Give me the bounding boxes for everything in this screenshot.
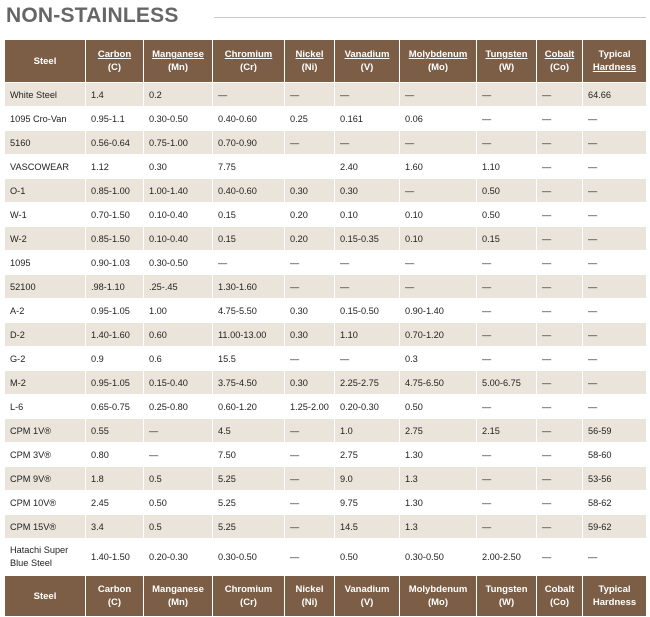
cell-tungsten: 5.00-6.75	[477, 371, 537, 395]
cell-vanadium: —	[335, 251, 400, 275]
cell-vanadium: 2.75	[335, 443, 400, 467]
cell-vanadium: 1.10	[335, 323, 400, 347]
heading-divider	[214, 17, 646, 18]
cell-molybdenum: —	[400, 83, 477, 107]
cell-manganese: 0.6	[144, 347, 213, 371]
cell-vanadium: —	[335, 131, 400, 155]
cell-hardness: —	[583, 395, 647, 419]
cell-hardness: —	[583, 323, 647, 347]
cell-cobalt: —	[537, 419, 583, 443]
cell-hardness: —	[583, 251, 647, 275]
footer-header-molybdenum: Molybdenum (Mo)	[400, 576, 477, 617]
cell-molybdenum: 0.70-1.20	[400, 323, 477, 347]
cell-vanadium: 9.75	[335, 491, 400, 515]
cell-nickel: —	[285, 467, 335, 491]
cell-molybdenum: —	[400, 131, 477, 155]
cell-molybdenum: 0.06	[400, 107, 477, 131]
cell-vanadium: 0.15-0.35	[335, 227, 400, 251]
cell-molybdenum: 0.30-0.50	[400, 539, 477, 576]
column-header-steel[interactable]: Steel	[5, 40, 86, 83]
footer-header-nickel: Nickel (Ni)	[285, 576, 335, 617]
cell-vanadium: 0.161	[335, 107, 400, 131]
cell-cobalt: —	[537, 275, 583, 299]
column-header-vanadium[interactable]: Vanadium (V)	[335, 40, 400, 83]
cell-hardness: —	[583, 371, 647, 395]
table-row	[5, 299, 647, 323]
cell-tungsten: —	[477, 251, 537, 275]
cell-vanadium: 2.25-2.75	[335, 371, 400, 395]
cell-chromium: 3.75-4.50	[213, 371, 285, 395]
cell-tungsten: —	[477, 395, 537, 419]
column-header-molybdenum[interactable]: Molybdenum (Mo)	[400, 40, 477, 83]
cell-carbon: .98-1.10	[86, 275, 144, 299]
cell-molybdenum: 0.10	[400, 227, 477, 251]
cell-manganese: 0.10-0.40	[144, 227, 213, 251]
cell-cobalt: —	[537, 107, 583, 131]
cell-manganese: .25-.45	[144, 275, 213, 299]
cell-manganese: 0.75-1.00	[144, 131, 213, 155]
cell-carbon: 1.8	[86, 467, 144, 491]
cell-tungsten: —	[477, 515, 537, 539]
cell-chromium: 4.5	[213, 419, 285, 443]
cell-tungsten: —	[477, 107, 537, 131]
cell-manganese: 0.15-0.40	[144, 371, 213, 395]
cell-hardness: —	[583, 347, 647, 371]
cell-hardness: —	[583, 107, 647, 131]
cell-cobalt: —	[537, 323, 583, 347]
cell-tungsten: 1.10	[477, 155, 537, 179]
cell-hardness: —	[583, 227, 647, 251]
cell-cobalt: —	[537, 179, 583, 203]
cell-hardness: —	[583, 539, 647, 576]
cell-tungsten: —	[477, 347, 537, 371]
column-header-manganese[interactable]: Manganese (Mn)	[144, 40, 213, 83]
cell-chromium: 1.30-1.60	[213, 275, 285, 299]
cell-molybdenum: 1.3	[400, 515, 477, 539]
cell-manganese: 0.5	[144, 467, 213, 491]
cell-chromium: 5.25	[213, 515, 285, 539]
cell-carbon: 0.70-1.50	[86, 203, 144, 227]
column-header-nickel[interactable]: Nickel (Ni)	[285, 40, 335, 83]
cell-steel: A-2	[5, 299, 86, 323]
cell-tungsten: —	[477, 323, 537, 347]
table-row	[5, 323, 647, 347]
table-row	[5, 515, 647, 539]
table-row	[5, 371, 647, 395]
table-header	[5, 40, 647, 83]
table-row	[5, 107, 647, 131]
cell-hardness: 58-60	[583, 443, 647, 467]
cell-cobalt: —	[537, 131, 583, 155]
cell-steel: CPM 15V®	[5, 515, 86, 539]
cell-vanadium: 9.0	[335, 467, 400, 491]
cell-hardness: 53-56	[583, 467, 647, 491]
cell-steel: 1095	[5, 251, 86, 275]
cell-molybdenum: 4.75-6.50	[400, 371, 477, 395]
cell-tungsten: 2.15	[477, 419, 537, 443]
cell-vanadium: 14.5	[335, 515, 400, 539]
cell-manganese: 0.25-0.80	[144, 395, 213, 419]
cell-vanadium: 0.10	[335, 203, 400, 227]
table-footer	[5, 576, 647, 617]
cell-manganese: 0.10-0.40	[144, 203, 213, 227]
cell-nickel: —	[285, 443, 335, 467]
page-title: NON-STAINLESS	[6, 4, 179, 27]
cell-chromium: 0.40-0.60	[213, 107, 285, 131]
cell-carbon: 1.12	[86, 155, 144, 179]
cell-molybdenum: 0.50	[400, 395, 477, 419]
cell-cobalt: —	[537, 203, 583, 227]
cell-molybdenum: 0.10	[400, 203, 477, 227]
cell-hardness: —	[583, 203, 647, 227]
cell-nickel: 0.30	[285, 323, 335, 347]
cell-vanadium: 0.50	[335, 539, 400, 576]
cell-chromium: 0.70-0.90	[213, 131, 285, 155]
cell-steel: Hatachi Super Blue Steel	[5, 539, 86, 576]
table-row	[5, 467, 647, 491]
cell-nickel: 0.25	[285, 107, 335, 131]
cell-carbon: 0.95-1.05	[86, 371, 144, 395]
footer-header-vanadium: Vanadium (V)	[335, 576, 400, 617]
cell-steel: CPM 9V®	[5, 467, 86, 491]
footer-header-steel: Steel	[5, 576, 86, 617]
cell-cobalt: —	[537, 83, 583, 107]
cell-nickel: —	[285, 275, 335, 299]
cell-steel: VASCOWEAR	[5, 155, 86, 179]
cell-tungsten: —	[477, 83, 537, 107]
cell-molybdenum: —	[400, 251, 477, 275]
cell-hardness: 56-59	[583, 419, 647, 443]
cell-chromium: 0.30-0.50	[213, 539, 285, 576]
cell-vanadium: 0.30	[335, 179, 400, 203]
cell-carbon: 0.90-1.03	[86, 251, 144, 275]
cell-carbon: 3.4	[86, 515, 144, 539]
cell-nickel: —	[285, 131, 335, 155]
cell-carbon: 2.45	[86, 491, 144, 515]
footer-header-tungsten: Tungsten (W)	[477, 576, 537, 617]
cell-hardness: —	[583, 275, 647, 299]
cell-cobalt: —	[537, 539, 583, 576]
cell-steel: W-2	[5, 227, 86, 251]
cell-tungsten: 2.00-2.50	[477, 539, 537, 576]
cell-carbon: 0.95-1.1	[86, 107, 144, 131]
footer-header-chromium: Chromium (Cr)	[213, 576, 285, 617]
cell-carbon: 0.85-1.50	[86, 227, 144, 251]
cell-nickel: 0.20	[285, 227, 335, 251]
cell-chromium: —	[213, 251, 285, 275]
cell-steel: M-2	[5, 371, 86, 395]
cell-molybdenum: 1.60	[400, 155, 477, 179]
cell-tungsten: 0.15	[477, 227, 537, 251]
cell-steel: CPM 10V®	[5, 491, 86, 515]
cell-carbon: 0.65-0.75	[86, 395, 144, 419]
column-header-carbon[interactable]: Carbon (C)	[86, 40, 144, 83]
cell-chromium: 0.15	[213, 203, 285, 227]
cell-tungsten: 0.50	[477, 179, 537, 203]
footer-header-hardness: Typical Hardness	[583, 576, 647, 617]
cell-cobalt: —	[537, 299, 583, 323]
cell-steel: L-6	[5, 395, 86, 419]
table-row	[5, 83, 647, 107]
cell-tungsten: —	[477, 467, 537, 491]
table-row	[5, 491, 647, 515]
cell-cobalt: —	[537, 227, 583, 251]
table-row	[5, 131, 647, 155]
cell-manganese: 0.2	[144, 83, 213, 107]
column-header-chromium[interactable]: Chromium (Cr)	[213, 40, 285, 83]
cell-manganese: 0.5	[144, 515, 213, 539]
cell-molybdenum: 0.3	[400, 347, 477, 371]
cell-nickel: 0.30	[285, 371, 335, 395]
cell-carbon: 1.40-1.50	[86, 539, 144, 576]
cell-vanadium: 0.15-0.50	[335, 299, 400, 323]
cell-carbon: 0.55	[86, 419, 144, 443]
cell-nickel	[285, 155, 335, 179]
cell-cobalt: —	[537, 155, 583, 179]
cell-hardness: 58-62	[583, 491, 647, 515]
table-row	[5, 443, 647, 467]
table-row	[5, 419, 647, 443]
cell-carbon: 0.95-1.05	[86, 299, 144, 323]
cell-nickel: —	[285, 83, 335, 107]
table-row	[5, 227, 647, 251]
cell-molybdenum: 1.3	[400, 467, 477, 491]
cell-manganese: 0.30	[144, 155, 213, 179]
cell-nickel: 1.25-2.00	[285, 395, 335, 419]
cell-manganese: —	[144, 419, 213, 443]
cell-chromium: 11.00-13.00	[213, 323, 285, 347]
cell-steel: W-1	[5, 203, 86, 227]
table-body	[5, 83, 647, 576]
cell-manganese: 1.00-1.40	[144, 179, 213, 203]
table-row	[5, 179, 647, 203]
cell-carbon: 1.40-1.60	[86, 323, 144, 347]
cell-nickel: —	[285, 347, 335, 371]
cell-chromium: 5.25	[213, 491, 285, 515]
cell-nickel: —	[285, 515, 335, 539]
cell-chromium: 15.5	[213, 347, 285, 371]
cell-cobalt: —	[537, 443, 583, 467]
cell-carbon: 0.80	[86, 443, 144, 467]
cell-molybdenum: —	[400, 275, 477, 299]
cell-vanadium: 1.0	[335, 419, 400, 443]
cell-steel: D-2	[5, 323, 86, 347]
cell-carbon: 0.56-0.64	[86, 131, 144, 155]
cell-cobalt: —	[537, 491, 583, 515]
cell-hardness: —	[583, 299, 647, 323]
cell-tungsten: —	[477, 131, 537, 155]
cell-steel: 1095 Cro-Van	[5, 107, 86, 131]
cell-manganese: 0.50	[144, 491, 213, 515]
cell-nickel: —	[285, 491, 335, 515]
cell-cobalt: —	[537, 371, 583, 395]
cell-manganese: —	[144, 443, 213, 467]
cell-molybdenum: 0.90-1.40	[400, 299, 477, 323]
cell-cobalt: —	[537, 467, 583, 491]
cell-steel: White Steel	[5, 83, 86, 107]
cell-nickel: 0.30	[285, 299, 335, 323]
cell-steel: CPM 1V®	[5, 419, 86, 443]
cell-tungsten: —	[477, 491, 537, 515]
table-row	[5, 251, 647, 275]
cell-tungsten: —	[477, 443, 537, 467]
table-row	[5, 539, 647, 576]
cell-steel: 52100	[5, 275, 86, 299]
cell-manganese: 1.00	[144, 299, 213, 323]
cell-manganese: 0.60	[144, 323, 213, 347]
cell-hardness: —	[583, 179, 647, 203]
cell-steel: CPM 3V®	[5, 443, 86, 467]
table-row	[5, 347, 647, 371]
cell-chromium: 0.60-1.20	[213, 395, 285, 419]
cell-chromium: 0.40-0.60	[213, 179, 285, 203]
cell-hardness: —	[583, 131, 647, 155]
cell-tungsten: 0.50	[477, 203, 537, 227]
cell-vanadium: —	[335, 275, 400, 299]
cell-molybdenum: 1.30	[400, 443, 477, 467]
footer-header-carbon: Carbon (C)	[86, 576, 144, 617]
cell-chromium: 7.75	[213, 155, 285, 179]
cell-chromium: 5.25	[213, 467, 285, 491]
cell-chromium: —	[213, 83, 285, 107]
cell-nickel: 0.30	[285, 179, 335, 203]
cell-nickel: 0.20	[285, 203, 335, 227]
section-heading	[0, 0, 650, 32]
column-header-tungsten[interactable]: Tungsten (W)	[477, 40, 537, 83]
cell-steel: O-1	[5, 179, 86, 203]
cell-carbon: 0.85-1.00	[86, 179, 144, 203]
cell-chromium: 0.15	[213, 227, 285, 251]
cell-molybdenum: 1.30	[400, 491, 477, 515]
cell-tungsten: —	[477, 299, 537, 323]
cell-molybdenum: 2.75	[400, 419, 477, 443]
cell-steel: G-2	[5, 347, 86, 371]
cell-cobalt: —	[537, 395, 583, 419]
cell-manganese: 0.20-0.30	[144, 539, 213, 576]
cell-nickel: —	[285, 419, 335, 443]
column-header-cobalt[interactable]: Cobalt (Co)	[537, 40, 583, 83]
table-row	[5, 155, 647, 179]
cell-carbon: 1.4	[86, 83, 144, 107]
cell-carbon: 0.9	[86, 347, 144, 371]
cell-steel: 5160	[5, 131, 86, 155]
cell-chromium: 4.75-5.50	[213, 299, 285, 323]
cell-hardness: —	[583, 155, 647, 179]
column-header-hardness[interactable]: Typical Hardness	[583, 40, 647, 83]
cell-vanadium: —	[335, 83, 400, 107]
table-row	[5, 203, 647, 227]
cell-molybdenum: —	[400, 179, 477, 203]
cell-vanadium: —	[335, 347, 400, 371]
table-row	[5, 395, 647, 419]
cell-hardness: 64.66	[583, 83, 647, 107]
cell-hardness: 59-62	[583, 515, 647, 539]
cell-nickel: —	[285, 251, 335, 275]
footer-header-manganese: Manganese (Mn)	[144, 576, 213, 617]
cell-chromium: 7.50	[213, 443, 285, 467]
cell-tungsten: —	[477, 275, 537, 299]
cell-nickel: —	[285, 539, 335, 576]
cell-cobalt: —	[537, 515, 583, 539]
cell-manganese: 0.30-0.50	[144, 107, 213, 131]
cell-cobalt: —	[537, 347, 583, 371]
cell-cobalt: —	[537, 251, 583, 275]
steel-composition-table	[4, 39, 647, 617]
table-row	[5, 275, 647, 299]
cell-vanadium: 0.20-0.30	[335, 395, 400, 419]
cell-vanadium: 2.40	[335, 155, 400, 179]
cell-manganese: 0.30-0.50	[144, 251, 213, 275]
footer-header-cobalt: Cobalt (Co)	[537, 576, 583, 617]
